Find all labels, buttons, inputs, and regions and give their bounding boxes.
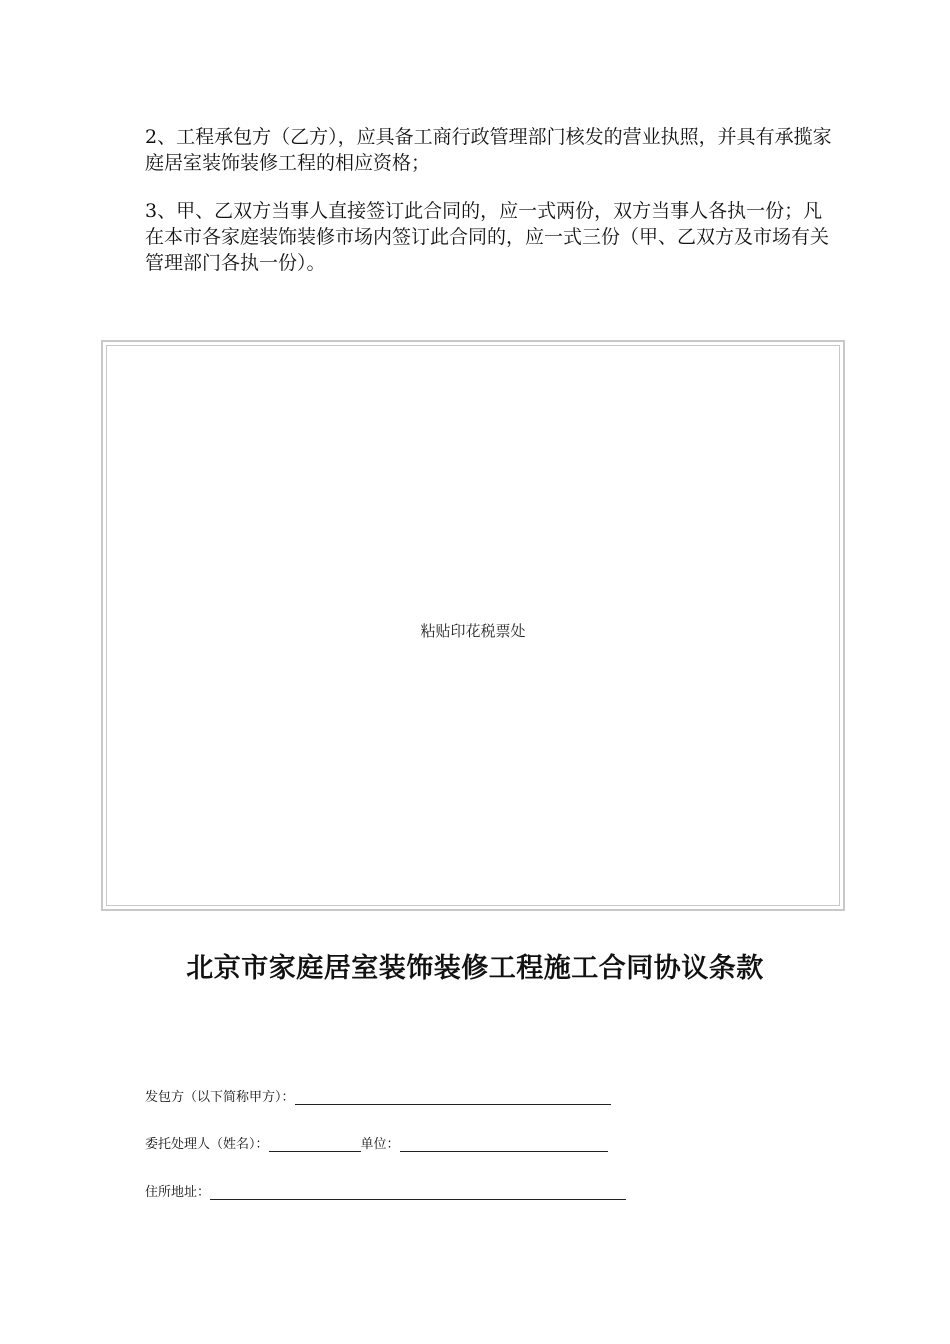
address-blank[interactable] xyxy=(210,1185,626,1200)
agent-name-blank[interactable] xyxy=(269,1137,361,1152)
tax-stamp-label: 粘贴印花税票处 xyxy=(420,622,526,640)
party-a-row xyxy=(145,1088,611,1108)
tax-stamp-box xyxy=(101,340,845,911)
clause-2-text: 2、工程承包方（乙方），应具备工商行政管理部门核发的营业执照，并具有承揽家庭居室装饰装修工程的相应资格； xyxy=(145,126,832,174)
agent-name-label: 委托处理人（姓名）： xyxy=(145,1137,269,1152)
clause-3-text: 3、甲、乙双方当事人直接签订此合同的，应一式两份，双方当事人各执一份；凡在本市各家庭装饰装修市场内签订此合同的，应一式三份（甲、乙双方及市场有关管理部门各执一份）。 xyxy=(145,200,830,274)
unit-label: 单位： xyxy=(360,1137,400,1152)
address-row xyxy=(145,1183,626,1203)
party-a-blank[interactable] xyxy=(295,1090,611,1105)
unit-blank[interactable] xyxy=(400,1137,608,1152)
contract-title: 北京市家庭居室装饰装修工程施工合同协议条款 xyxy=(186,953,764,984)
party-a-label: 发包方（以下简称甲方）： xyxy=(145,1090,295,1105)
address-label: 住所地址： xyxy=(145,1185,211,1200)
agent-row xyxy=(145,1135,608,1155)
